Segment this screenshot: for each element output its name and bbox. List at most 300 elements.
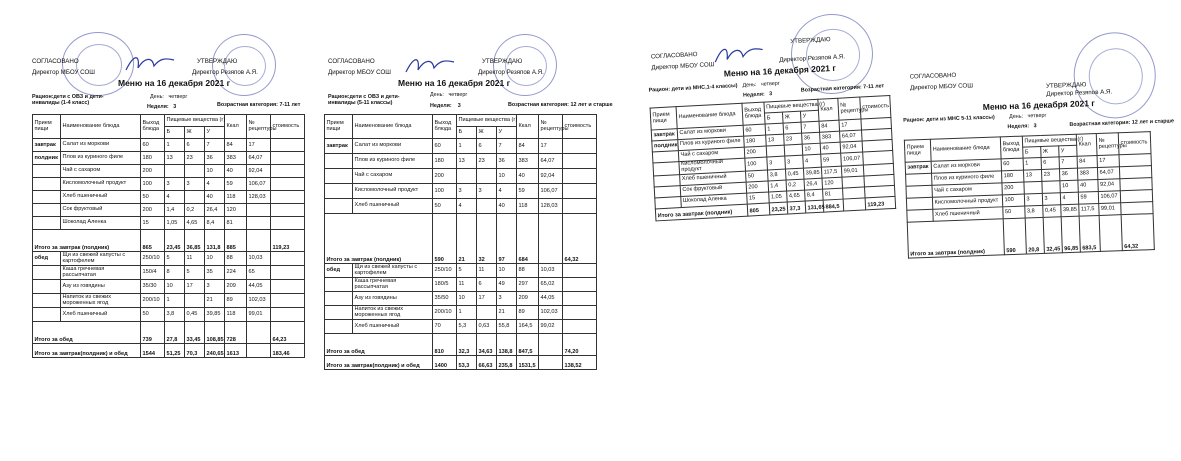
- total-rec: [247, 322, 271, 344]
- total-cost: 64,32: [1121, 214, 1154, 251]
- meal-type: обед: [325, 264, 353, 278]
- total-cost: 138,52: [563, 356, 597, 370]
- protein-value: 1,05: [769, 191, 788, 203]
- col-zh: Ж: [782, 111, 801, 123]
- dish-weight: 200: [433, 169, 457, 184]
- cost-value: [271, 252, 305, 266]
- cost-value: [271, 217, 305, 230]
- carb-value: 39,85: [205, 308, 225, 322]
- total-label: Итого за завтрак (полдник): [655, 204, 748, 221]
- recipe-number: 106,07: [539, 184, 563, 199]
- total-w: 590: [1003, 218, 1026, 255]
- total-kcal: 684: [517, 214, 539, 264]
- table-row: [325, 139, 597, 154]
- meal-type: [33, 294, 61, 308]
- menu-sheet-1: [22, 44, 312, 414]
- week-value: 3: [769, 91, 773, 98]
- dish-weight: 250/10: [141, 252, 165, 266]
- age-category: [508, 102, 613, 108]
- meal-type: полдник: [33, 152, 61, 165]
- col-weight: Выход блюда: [1000, 136, 1023, 159]
- protein-value: [165, 165, 185, 178]
- dish-weight: 60: [433, 139, 457, 154]
- lunch-total: [33, 322, 305, 344]
- table-row: [325, 199, 597, 214]
- director-name: Директор Резяпов А.Я.: [1046, 88, 1113, 98]
- col-meal: Прием пищи: [904, 139, 931, 162]
- col-dish: Наименование блюда: [353, 115, 433, 139]
- kcal-value: 59: [225, 178, 247, 191]
- total-rec: [539, 356, 563, 370]
- protein-value: 1,4: [165, 204, 185, 217]
- kcal-value: 118: [517, 199, 539, 214]
- recipe-number: 99,02: [539, 320, 563, 334]
- total-row: [325, 334, 597, 356]
- col-dish: Наименование блюда: [61, 115, 141, 139]
- dish-name: Кисломолочный продукт: [61, 178, 141, 191]
- carb-value: 3: [497, 292, 517, 306]
- protein-value: 13: [1023, 169, 1041, 182]
- col-cost: стоимость: [860, 96, 891, 120]
- dish-weight: 60: [141, 139, 165, 152]
- col-nutrients: Пищевые вещества (г): [165, 115, 225, 127]
- carb-value: 7: [1059, 156, 1077, 169]
- table-row: [325, 264, 597, 278]
- fat-value: 6: [783, 122, 802, 134]
- dish-weight: 50: [141, 191, 165, 204]
- total-u: 108,85: [205, 322, 225, 344]
- approve-label: УТВЕРЖДАЮ: [197, 58, 238, 65]
- fat-value: 5: [185, 266, 205, 280]
- dish-name: Сок фруктовый: [61, 204, 141, 217]
- kcal-value: 40: [1078, 179, 1098, 192]
- fat-value: [185, 191, 205, 204]
- week-value: 3: [457, 103, 461, 109]
- day-value: четверг: [760, 80, 780, 88]
- approval-label: СОГЛАСОВАНО: [650, 51, 698, 61]
- meal-type: [906, 185, 932, 198]
- dish-weight: 200: [1002, 182, 1024, 195]
- dish-weight: 180: [433, 154, 457, 169]
- fat-value: [477, 199, 497, 214]
- carb-value: 40: [497, 199, 517, 214]
- dish-name: Чай с сахаром: [932, 183, 1002, 197]
- director-school: Директор МБОУ СОШ: [909, 82, 974, 92]
- recipe-number: 17: [539, 139, 563, 154]
- dish-name: Плов из куриного филе: [678, 136, 744, 150]
- col-recipe: № рецептуры: [838, 97, 861, 120]
- cost-value: [563, 139, 597, 154]
- total-b: 27,8: [165, 322, 185, 344]
- meal-type: [33, 266, 61, 280]
- director-signature: [710, 39, 767, 68]
- breakfast-total: [907, 214, 1154, 259]
- recipe-number: 106,07: [247, 178, 271, 191]
- col-weight: Выход блюда: [433, 115, 457, 139]
- carb-value: 26,4: [804, 178, 823, 190]
- fat-value: 23: [477, 154, 497, 169]
- recipe-number: [247, 217, 271, 230]
- carb-value: 4: [1060, 192, 1078, 205]
- fat-value: 0,2: [185, 204, 205, 217]
- col-kcal: Ккал: [818, 98, 839, 121]
- total-row: [907, 214, 1154, 259]
- age-category: [1069, 118, 1174, 128]
- dish-name: Кисломолочный продукт: [932, 195, 1002, 209]
- approve-label: УТВЕРЖДАЮ: [790, 36, 831, 46]
- fat-value: [185, 165, 205, 178]
- protein-value: 4: [457, 199, 477, 214]
- dish-weight: 200: [746, 181, 769, 193]
- meal-type: [907, 209, 933, 222]
- total-cost: 183,46: [271, 344, 305, 358]
- meal-type: [325, 320, 353, 334]
- recipe-number: 65,02: [539, 278, 563, 292]
- total-w: 1400: [433, 356, 457, 370]
- carb-value: 21: [205, 294, 225, 308]
- col-b: Б: [764, 112, 783, 124]
- total-rec: [843, 198, 866, 211]
- fat-value: 23: [185, 152, 205, 165]
- col-meal: Прием пищи: [325, 115, 353, 139]
- menu-table: [32, 114, 305, 358]
- total-u: 138,8: [497, 334, 517, 356]
- director-name: Директор Резяпов А.Я.: [192, 69, 258, 76]
- total-kcal: 884,5: [823, 199, 844, 212]
- cost-value: [563, 264, 597, 278]
- cost-value: [563, 320, 597, 334]
- dish-weight: 250/10: [433, 264, 457, 278]
- total-label: Итого за завтрак (полдник): [33, 230, 141, 252]
- day-label: [150, 94, 187, 100]
- day-label: [742, 81, 780, 89]
- col-dish: Наименование блюда: [676, 103, 743, 128]
- dish-weight: 100: [745, 157, 768, 171]
- fat-value: [1042, 181, 1060, 194]
- dish-name: Плов из куриного филе: [353, 154, 433, 169]
- table-row: [33, 191, 305, 204]
- carb-value: 35: [205, 266, 225, 280]
- breakfast-rows: [905, 154, 1153, 223]
- dish-weight: 100: [141, 178, 165, 191]
- cost-value: [271, 191, 305, 204]
- age-label: Возрастная категория:: [1069, 119, 1131, 128]
- meal-type: [325, 154, 353, 169]
- age-label: Возрастная категория:: [508, 102, 569, 108]
- col-kcal: Ккал: [225, 115, 247, 139]
- day-label-text: День:: [150, 94, 164, 100]
- table-row: [325, 169, 597, 184]
- protein-value: 1: [457, 306, 477, 320]
- total-zh: 34,63: [477, 334, 497, 356]
- recipe-number: 17: [1097, 155, 1119, 168]
- age-label: Возрастная категория:: [800, 84, 862, 94]
- meal-type: [33, 280, 61, 294]
- kcal-value: 84: [1077, 156, 1097, 169]
- carb-value: 21: [497, 306, 517, 320]
- meal-type: обед: [33, 252, 61, 266]
- dish-weight: 200/10: [433, 306, 457, 320]
- cost-value: [271, 280, 305, 294]
- cost-value: [563, 184, 597, 199]
- carb-value: 4: [803, 154, 822, 168]
- meal-type: [33, 217, 61, 230]
- fat-value: 0,63: [477, 320, 497, 334]
- cost-value: [271, 165, 305, 178]
- dish-name: Кисломолочный продукт: [679, 158, 746, 174]
- dish-weight: 100: [1002, 194, 1024, 207]
- carb-value: 36: [1059, 168, 1077, 181]
- fat-value: 3: [185, 178, 205, 191]
- recipe-number: 44,05: [247, 280, 271, 294]
- total-kcal: 728: [225, 322, 247, 344]
- carb-value: 36: [205, 152, 225, 165]
- kcal-value: 209: [225, 280, 247, 294]
- col-weight: Выход блюда: [141, 115, 165, 139]
- kcal-value: 117,5: [1079, 203, 1099, 216]
- director-name: Директор Резяпов А.Я.: [478, 69, 544, 76]
- protein-value: 13: [766, 134, 785, 146]
- table-row: [325, 278, 597, 292]
- dish-weight: 180: [141, 152, 165, 165]
- week-label-text: Неделя:: [430, 103, 452, 109]
- approval-label: СОГЛАСОВАНО: [909, 71, 957, 81]
- protein-value: 1,05: [165, 217, 185, 230]
- total-zh: 32: [477, 214, 497, 264]
- protein-value: 3: [767, 156, 786, 170]
- col-nutrients: Пищевые вещества (г): [764, 99, 819, 113]
- dish-name: Шоколад Аленка: [61, 217, 141, 230]
- dish-weight: 35/50: [433, 292, 457, 306]
- cost-value: [271, 139, 305, 152]
- col-cost: стоимость: [563, 115, 597, 139]
- col-u: У: [205, 127, 225, 139]
- col-b: Б: [1023, 146, 1041, 158]
- col-recipe: № рецептуры: [247, 115, 271, 139]
- kcal-value: 383: [225, 152, 247, 165]
- dish-weight: 200: [141, 204, 165, 217]
- fat-value: 11: [185, 252, 205, 266]
- week-label: [147, 104, 176, 110]
- fat-value: 0,45: [1043, 205, 1061, 218]
- meal-type: [325, 199, 353, 214]
- recipe-number: 106,07: [841, 152, 864, 166]
- meal-type: [906, 197, 932, 210]
- meal-type: [906, 173, 932, 186]
- recipe-number: 102,03: [539, 306, 563, 320]
- kcal-value: 59: [517, 184, 539, 199]
- menu-title: Меню на 16 декабря 2021 г: [982, 98, 1096, 112]
- total-row: [325, 356, 597, 370]
- total-w: 739: [141, 322, 165, 344]
- dish-name: Плов из куриного филе: [932, 171, 1002, 185]
- week-label: [1007, 123, 1036, 130]
- recipe-number: 64,07: [1097, 167, 1119, 180]
- cost-value: [271, 178, 305, 191]
- ration-label: Рацион: дети из МНС,1-4 классы): [648, 82, 738, 94]
- protein-value: 1: [165, 294, 185, 308]
- table-row: [33, 252, 305, 266]
- kcal-value: 297: [517, 278, 539, 292]
- dish-name: Хлеб пшеничный: [61, 191, 141, 204]
- protein-value: 1: [1023, 157, 1041, 170]
- protein-value: 3,8: [1025, 205, 1043, 218]
- cost-value: [271, 204, 305, 217]
- meal-type: завтрак: [905, 161, 931, 174]
- lunch-rows: [33, 252, 305, 322]
- total-w: 805: [747, 203, 770, 216]
- col-cost: стоимость: [271, 115, 305, 139]
- dish-weight: 150/4: [141, 266, 165, 280]
- table-row: [33, 308, 305, 322]
- grand-total: [325, 356, 597, 370]
- recipe-number: 92,04: [840, 141, 863, 153]
- approve-label: УТВЕРЖДАЮ: [482, 58, 523, 65]
- kcal-value: 88: [225, 252, 247, 266]
- recipe-number: 64,07: [247, 152, 271, 165]
- cost-value: [271, 294, 305, 308]
- kcal-value: 164,5: [517, 320, 539, 334]
- dish-name: Хлеб пшеничный: [933, 207, 1003, 221]
- total-u: 235,8: [497, 356, 517, 370]
- menu-title: Меню на 16 декабря 2021 г: [118, 78, 231, 88]
- total-label: Итого за обед: [33, 322, 141, 344]
- dish-name: Хлеб пшеничный: [61, 308, 141, 322]
- meal-type: завтрак: [651, 129, 678, 141]
- col-cost: стоимость: [1118, 132, 1151, 155]
- cost-value: [563, 154, 597, 169]
- recipe-number: 102,03: [247, 294, 271, 308]
- day-label-text: День:: [742, 81, 757, 89]
- fat-value: [185, 294, 205, 308]
- cost-value: [563, 278, 597, 292]
- protein-value: [1024, 181, 1042, 194]
- director-name: Директор Резяпов А.Я.: [779, 53, 846, 64]
- dish-weight: 50: [141, 308, 165, 322]
- total-u: 131,8: [205, 230, 225, 252]
- dish-name: Сок фруктовый: [680, 182, 746, 196]
- col-u: У: [1059, 145, 1077, 157]
- dish-name: Азу из говядины: [61, 280, 141, 294]
- kcal-value: 40: [225, 165, 247, 178]
- total-b: 32,3: [457, 334, 477, 356]
- protein-value: 1: [165, 139, 185, 152]
- cost-value: [563, 292, 597, 306]
- dish-name: Каша гречневая рассыпчатая: [353, 278, 433, 292]
- total-kcal: 1613: [225, 344, 247, 358]
- dish-name: Напиток из свежих мороженных ягод: [61, 294, 141, 308]
- cost-value: [271, 266, 305, 280]
- day-label: [1009, 113, 1047, 121]
- recipe-number: 64,07: [840, 130, 863, 142]
- kcal-value: 59: [1078, 191, 1098, 204]
- col-meal: Прием пищи: [33, 115, 61, 139]
- approve-label: УТВЕРЖДАЮ: [1045, 81, 1087, 90]
- total-zh: 70,3: [185, 344, 205, 358]
- menu-title: Меню на 16 декабря 2021 г: [398, 78, 511, 88]
- total-zh: 32,45: [1043, 217, 1062, 254]
- carb-value: 7: [497, 139, 517, 154]
- table-row: [33, 178, 305, 191]
- total-row: [33, 322, 305, 344]
- total-u: 240,65: [205, 344, 225, 358]
- approval-label: СОГЛАСОВАНО: [32, 58, 79, 65]
- total-label: Итого за завтрак(полдник) и обед: [33, 344, 141, 358]
- dish-weight: 180: [1002, 170, 1024, 183]
- cost-value: [271, 152, 305, 165]
- protein-value: 5: [457, 264, 477, 278]
- table-row: [33, 165, 305, 178]
- dish-weight: 15: [141, 217, 165, 230]
- total-b: 53,3: [457, 356, 477, 370]
- dish-weight: 50: [745, 170, 768, 182]
- week-value: 3: [1033, 123, 1037, 130]
- ration-label: Рацион:дети с ОВЗ и дети-инвалиды (5-11 классы): [328, 94, 400, 107]
- fat-value: 17: [185, 280, 205, 294]
- protein-value: 1: [457, 139, 477, 154]
- total-rec: [247, 344, 271, 358]
- week-label: [743, 91, 772, 99]
- protein-value: 13: [165, 152, 185, 165]
- day-value: четверг: [448, 92, 468, 98]
- col-dish: Наименование блюда: [930, 137, 1001, 161]
- dish-weight: 180: [744, 135, 767, 147]
- total-cost: 64,32: [563, 214, 597, 264]
- recipe-number: 128,03: [247, 191, 271, 204]
- carb-value: 10: [497, 169, 517, 184]
- table-row: [33, 152, 305, 165]
- total-rec: [539, 214, 563, 264]
- age-value: 7-11 лет: [863, 83, 885, 91]
- total-zh: 37,3: [787, 201, 806, 214]
- director-school: Директор МБОУ СОШ: [32, 69, 95, 76]
- kcal-value: 224: [225, 266, 247, 280]
- recipe-number: 10,03: [539, 264, 563, 278]
- dish-name: Чай с сахаром: [678, 147, 744, 161]
- kcal-value: 59: [821, 153, 842, 167]
- meal-type: [325, 278, 353, 292]
- total-cost: 119,23: [865, 196, 896, 210]
- total-label: Итого за обед: [325, 334, 433, 356]
- protein-value: 3: [1024, 193, 1042, 206]
- kcal-value: 209: [517, 292, 539, 306]
- dish-weight: 35/30: [141, 280, 165, 294]
- total-cost: 64,23: [271, 322, 305, 344]
- meal-type: [33, 191, 61, 204]
- col-nutrients: Пищевые вещества (г): [457, 115, 517, 127]
- total-label: Итого за завтрак (полдник): [325, 214, 433, 264]
- protein-value: 4: [165, 191, 185, 204]
- total-kcal: 1531,5: [517, 356, 539, 370]
- meal-type: [325, 184, 353, 199]
- lunch-total: [325, 334, 597, 356]
- breakfast-rows: [33, 139, 305, 230]
- fat-value: 6: [1041, 157, 1059, 170]
- week-label-text: Неделя:: [1007, 123, 1030, 131]
- carb-value: 10: [205, 252, 225, 266]
- week-value: 3: [173, 104, 177, 110]
- col-weight: Выход блюда: [742, 102, 765, 125]
- dish-name: Чай с сахаром: [61, 165, 141, 178]
- recipe-number: 92,04: [1098, 179, 1120, 192]
- age-label: Возрастная категория:: [217, 102, 278, 108]
- recipe-number: 92,04: [539, 169, 563, 184]
- meal-type: завтрак: [33, 139, 61, 152]
- dish-name: Азу из говядины: [353, 292, 433, 306]
- total-zh: 33,45: [185, 322, 205, 344]
- carb-value: 36: [497, 154, 517, 169]
- table-row: [325, 306, 597, 320]
